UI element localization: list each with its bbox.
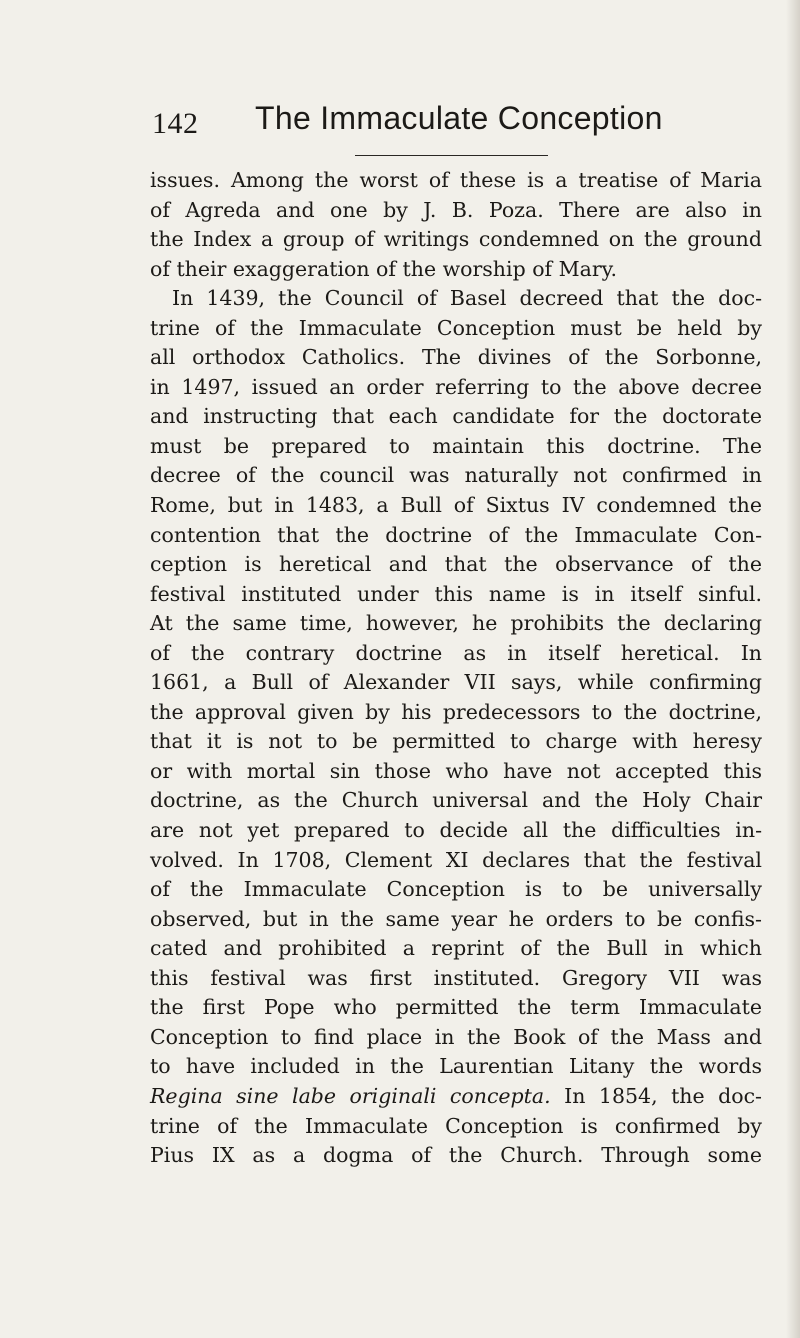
page-edge-shadow bbox=[786, 0, 800, 1338]
text-line: all orthodox Catholics. The divines of the Sorbonne, bbox=[150, 345, 762, 370]
text-line: the approval given by his predecessors to the doctrine, bbox=[150, 699, 762, 724]
text-line: the Index a group of writings condemned on the ground bbox=[150, 227, 762, 252]
text-line: trine of the Immaculate Conception must be held by bbox=[150, 315, 762, 340]
text-line: volved. In 1708, Clement XI declares that the festival bbox=[150, 847, 762, 872]
text-line: must be prepared to maintain this doctrine. The bbox=[150, 433, 762, 458]
running-title: The Immaculate Conception bbox=[255, 100, 663, 136]
text-line: 1661, a Bull of Alexander VII says, while confirming bbox=[150, 670, 762, 695]
body-text bbox=[150, 166, 762, 1171]
text-line: are not yet prepared to decide all the difficulties in- bbox=[150, 818, 762, 843]
text-line: In 1439, the Council of Basel decreed that the doc- bbox=[172, 286, 762, 311]
text-fragment: In 1854, the doc- bbox=[564, 1083, 762, 1108]
text-line: of the contrary doctrine as in itself heretical. In bbox=[150, 640, 762, 665]
latin-quote: Regina sine labe originali concepta. bbox=[150, 1083, 551, 1108]
text-line: doctrine, as the Church universal and the Holy Chair bbox=[150, 788, 762, 813]
text-line: to have included in the Laurentian Litany the words bbox=[150, 1054, 762, 1079]
text-line: or with mortal sin those who have not accepted this bbox=[150, 758, 762, 783]
text-line: trine of the Immaculate Conception is confirmed by bbox=[150, 1113, 762, 1138]
text-line: Rome, but in 1483, a Bull of Sixtus IV condemned the bbox=[150, 493, 762, 518]
text-line: decree of the council was naturally not confirmed in bbox=[150, 463, 762, 488]
text-line: Conception to find place in the Book of the Mass and bbox=[150, 1024, 762, 1049]
text-line: At the same time, however, he prohibits the declaring bbox=[150, 611, 762, 636]
text-line: and instructing that each candidate for the doctorate bbox=[150, 404, 762, 429]
text-line: the first Pope who permitted the term Immaculate bbox=[150, 995, 762, 1020]
text-line: in 1497, issued an order referring to the above decree bbox=[150, 374, 762, 399]
text-line: issues. Among the worst of these is a treatise of Maria bbox=[150, 168, 762, 192]
page-header bbox=[152, 98, 663, 142]
text-line: of Agreda and one by J. B. Poza. There are also in bbox=[150, 197, 762, 222]
text-line: of the Immaculate Conception is to be universally bbox=[150, 877, 762, 902]
text-line: festival instituted under this name is in itself sinful. bbox=[150, 581, 762, 606]
text-line: cated and prohibited a reprint of the Bull in which bbox=[150, 936, 762, 961]
text-line: Pius IX as a dogma of the Church. Through some bbox=[150, 1143, 762, 1168]
text-line: observed, but in the same year he orders to be confis- bbox=[150, 906, 762, 931]
text-line-italic-quote bbox=[150, 1082, 762, 1112]
text-line: that it is not to be permitted to charge with heresy bbox=[150, 729, 762, 754]
page-number: 142 bbox=[152, 107, 199, 140]
text-line: of their exaggeration of the worship of Mary. bbox=[150, 256, 618, 281]
text-line: ception is heretical and that the observance of the bbox=[150, 552, 762, 577]
text-line: contention that the doctrine of the Immaculate Con- bbox=[150, 522, 762, 547]
header-rule bbox=[355, 155, 548, 156]
text-line: this festival was first instituted. Gregory VII was bbox=[150, 965, 762, 990]
